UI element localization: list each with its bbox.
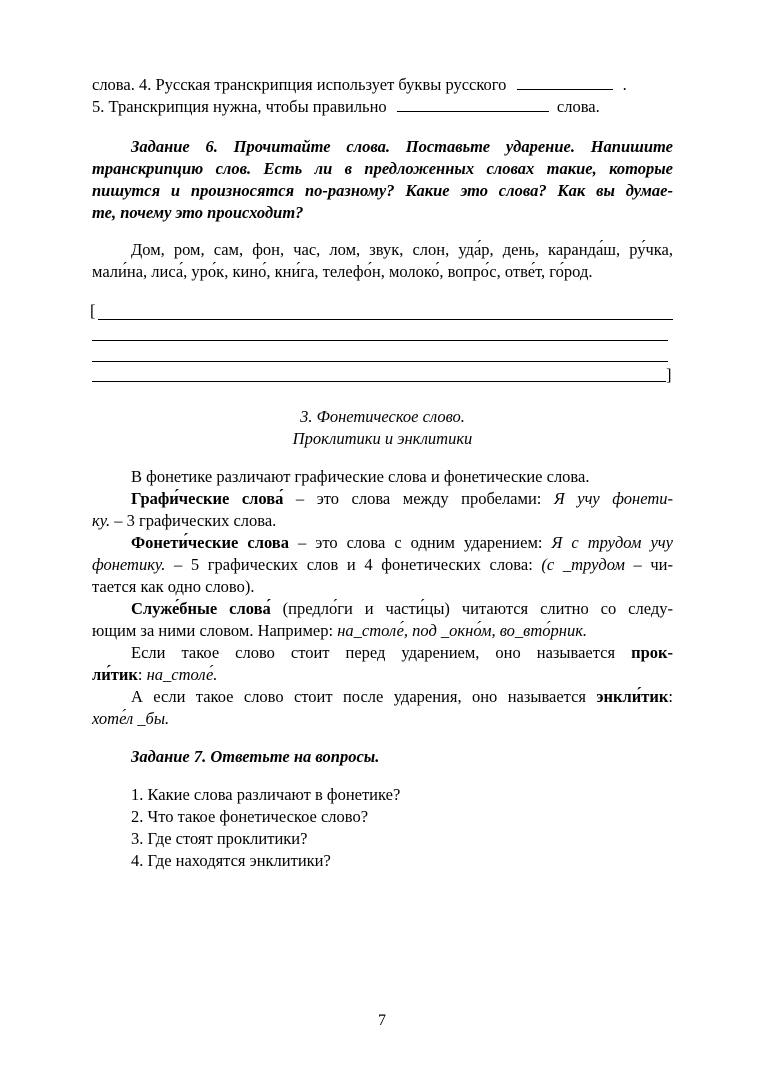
intro-line-2-end: слова.	[556, 97, 600, 116]
close-bracket: ]	[666, 365, 672, 384]
paragraph-1: В фонетике различают графические слова и фонетические слова.	[131, 467, 590, 486]
page-number: 7	[378, 1012, 386, 1029]
paragraph-6-line-2: хоте́л _бы.	[92, 709, 170, 728]
term-proclitic-start: прок-	[631, 643, 673, 662]
intro-line-1-text: слова. 4. Русская транскрипция использует буквы русского	[92, 75, 507, 94]
term-phonetic-words: Фонети́ческие слова	[131, 533, 289, 552]
answer-line-2[interactable]	[92, 340, 668, 341]
section-title-line-1: 3. Фонетическое слово.	[300, 407, 465, 426]
task6-heading-line-3: пишутся и произносятся по-разному? Какие это слова? Как вы думае-	[92, 181, 673, 200]
example-2: Я с трудом учу	[551, 533, 673, 552]
open-bracket: [	[90, 301, 96, 320]
answer-line-4[interactable]	[92, 381, 666, 382]
section-title-line-2: Проклитики и энклитики	[292, 429, 473, 448]
answer-blank-1[interactable]	[517, 75, 613, 90]
intro-line-2-text: 5. Транскрипция нужна, чтобы правильно	[92, 97, 387, 116]
paragraph-2-line-2	[92, 510, 673, 532]
example-1-end: ку.	[92, 511, 111, 530]
paragraph-3-line-1	[131, 532, 673, 554]
task6-words-line-2: мали́на, лиса́, уро́к, кино́, кни́га, телефо́н, молоко́, вопро́с, отве́т, го́род.	[92, 262, 593, 281]
paragraph-4-text: (предло́ги и части́цы) читаются слитно со следу-	[270, 599, 673, 618]
intro-line-1	[92, 74, 673, 96]
paragraph-3-line-2-end: – чи-	[624, 555, 674, 574]
paragraph-4-line-1	[131, 598, 673, 620]
paragraph-2-text: – это слова между пробелами:	[283, 489, 554, 508]
example-4: на_столе́, под _окно́м, во_вто́рник.	[337, 621, 588, 640]
paragraph-5-line-2	[92, 664, 673, 686]
task6-heading-line-1: Задание 6. Прочитайте слова. Поставьте ударение. Напишите	[131, 137, 673, 156]
example-1: Я учу фонети-	[553, 489, 673, 508]
paragraph-4-line-2	[92, 620, 673, 642]
question-2: 2. Что такое фонетическое слово?	[131, 807, 369, 826]
question-1: 1. Какие слова различают в фонетике?	[131, 785, 401, 804]
paragraph-3-line-2	[92, 554, 673, 576]
paragraph-2-line-2-text: – 3 графических слова.	[110, 511, 277, 530]
paragraph-3-text: – это слова с одним ударением:	[288, 533, 552, 552]
example-2-end: фонетику.	[92, 555, 166, 574]
answer-blank-2[interactable]	[397, 97, 549, 112]
task6-heading-line-4: те, почему это происходит?	[92, 203, 304, 222]
task6-words-line-1: Дом, ром, сам, фон, час, лом, звук, слон, уда́р, день, каранда́ш, ру́чка,	[131, 240, 673, 259]
paragraph-3-line-2-text: – 5 графических слов и 4 фонетических слова:	[165, 555, 542, 574]
task7-heading: Задание 7. Ответьте на вопросы.	[131, 747, 380, 766]
example-5: на_столе́.	[146, 665, 218, 684]
paragraph-3-line-3: тается как одно слово).	[92, 577, 255, 596]
task6-heading-line-2: транскрипцию слов. Есть ли в предложенных словах такие, которые	[92, 159, 673, 178]
term-enclitic: энкли́тик	[596, 687, 669, 706]
term-function-words: Служе́бные слова́	[131, 599, 271, 618]
term-graphic-words: Графи́ческие слова́	[131, 489, 284, 508]
paragraph-5-text: Если такое слово стоит перед ударением, оно называется	[131, 643, 632, 662]
question-4: 4. Где находятся энклитики?	[131, 851, 331, 870]
answer-line-3[interactable]	[92, 361, 668, 362]
answer-line-1[interactable]	[98, 319, 673, 320]
paragraph-6-end: :	[668, 687, 673, 706]
paragraph-2-line-1	[131, 488, 673, 510]
example-3: (с _трудом	[541, 555, 625, 574]
paragraph-5-line-1	[131, 642, 673, 664]
question-3: 3. Где стоят проклитики?	[131, 829, 308, 848]
intro-line-1-end: .	[622, 75, 627, 94]
paragraph-6-text: А если такое слово стоит после ударения, оно называется	[131, 687, 597, 706]
intro-line-2	[92, 96, 673, 118]
term-proclitic-end: ли́тик	[92, 665, 138, 684]
paragraph-5-line-2-text: :	[137, 665, 147, 684]
paragraph-6-line-1	[131, 686, 673, 708]
paragraph-4-line-2-text: ющим за ними словом. Например:	[92, 621, 338, 640]
